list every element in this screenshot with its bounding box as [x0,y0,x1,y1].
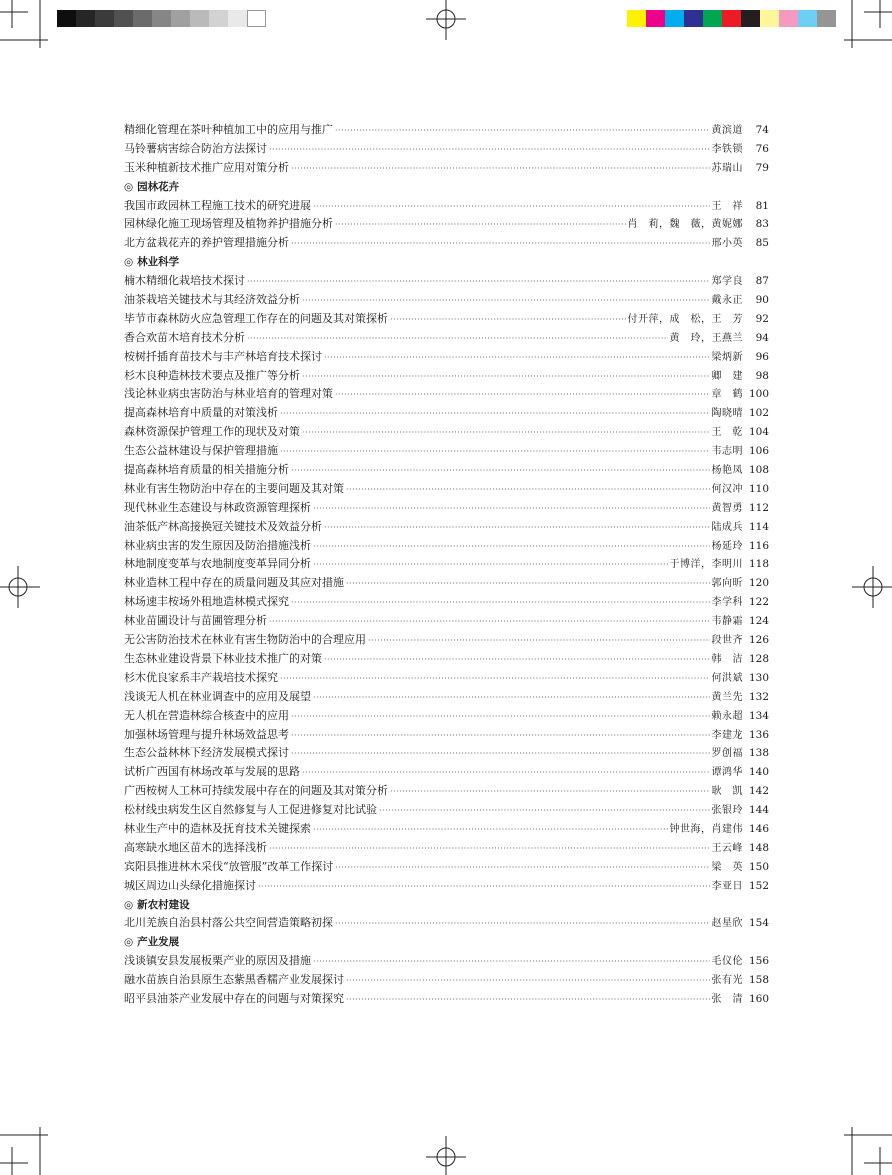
toc-entry [124,877,769,896]
entry-author: 付开萍，成 松，王 芳 [627,313,743,325]
toc-entry [124,707,769,726]
dot-leader [324,349,710,368]
toc-entry [124,385,769,404]
entry-page-number: 130 [748,671,769,684]
color-swatch [57,10,76,27]
dot-leader [390,783,710,802]
toc-entry [124,499,769,518]
color-swatch [684,10,703,27]
dot-leader [335,216,626,235]
entry-page-number: 83 [755,218,769,231]
dot-leader [335,122,710,141]
toc-entry [124,574,769,593]
dot-leader [379,802,710,821]
color-swatch [190,10,209,27]
entry-page-number: 150 [748,860,769,873]
toc-entry [124,310,769,329]
dot-leader [324,651,710,670]
toc-entry [124,669,769,688]
color-swatch [722,10,741,27]
dot-leader [313,689,710,708]
section-title: 园林花卉 [137,180,180,193]
dot-leader [313,953,710,972]
entry-author: 黄智勇 [711,502,743,514]
entry-title: 玉米种植新技术推广应用对策分析 [124,160,289,174]
dot-leader [280,670,710,689]
entry-author: 陶晓晴 [711,408,743,420]
entry-title: 我国市政园林工程施工技术的研究进展 [124,198,311,212]
entry-title: 香合欢苗木培育技术分析 [124,330,245,344]
color-swatch [209,10,228,27]
color-swatch [95,10,114,27]
toc-entry [124,423,769,442]
toc-entry [124,650,769,669]
toc-entry [124,442,769,461]
entry-author: 毛仪伦 [711,956,743,968]
entry-author: 黄兰先 [711,691,743,703]
entry-page-number: 92 [755,312,769,325]
entry-author: 王 乾 [711,427,743,439]
entry-page-number: 140 [748,766,769,779]
entry-page-number: 124 [748,615,769,628]
entry-page-number: 144 [748,804,769,817]
entry-page-number: 102 [748,407,769,420]
toc-entry [124,782,769,801]
entry-title: 无人机在营造林综合核查中的应用 [124,708,289,722]
entry-author: 肖 莉，魏 薇，黄妮娜 [627,219,743,231]
entry-title: 现代林业生态建设与林政资源管理探析 [124,500,311,514]
dot-leader [390,311,626,330]
dot-leader [269,141,710,160]
entry-title: 城区周边山头绿化措施探讨 [124,878,256,892]
dot-leader [269,840,710,859]
toc-entry [124,367,769,386]
entry-page-number: 98 [755,369,769,382]
entry-author: 章 鹤 [711,389,743,401]
entry-author: 罗创福 [711,748,743,760]
color-swatch [741,10,760,27]
entry-title: 林地制度变革与农地制度变革异同分析 [124,557,311,571]
entry-author: 何汉冲 [711,483,743,495]
color-swatch [627,10,646,27]
toc-entry [124,726,769,745]
entry-title: 桉树扦插育苗技术与丰产林培育技术探讨 [124,349,322,363]
entry-title: 试析广西国有林场改革与发展的思路 [124,765,300,779]
dot-leader [291,462,710,481]
toc-entry [124,234,769,253]
entry-author: 梁炳新 [711,351,743,363]
entry-author: 于博洋，李明川 [669,559,743,571]
dot-leader [313,500,710,519]
entry-page-number: 158 [748,974,769,987]
entry-page-number: 154 [748,917,769,930]
entry-author: 何洪斌 [711,672,743,684]
registration-mark-left [0,566,40,608]
entry-title: 林场速丰桉场外租地造林模式探究 [124,595,289,609]
registration-mark-bottom [426,1136,466,1175]
entry-page-number: 148 [748,841,769,854]
entry-page-number: 79 [755,161,769,174]
entry-page-number: 160 [748,992,769,1005]
dot-leader [346,991,710,1010]
entry-title: 广西桉树人工林可持续发展中存在的问题及其对策分析 [124,784,388,798]
entry-author: 谭鸿华 [711,767,743,779]
entry-page-number: 134 [748,709,769,722]
toc-entry [124,612,769,631]
entry-title: 精细化管理在茶叶种植加工中的应用与推广 [124,123,333,136]
entry-author: 黄滨道 [711,125,743,136]
toc-entry [124,272,769,291]
color-swatch [133,10,152,27]
dot-leader [291,745,710,764]
dot-leader [247,273,710,292]
entry-title: 林业生产中的造林及抚育技术关键探索 [124,821,311,835]
entry-author: 卿 建 [711,370,743,382]
toc-entry [124,291,769,310]
dot-leader [313,538,710,557]
toc-entry [124,404,769,423]
entry-author: 耿 凯 [711,786,743,798]
entry-author: 张银玲 [711,805,743,817]
color-swatch [817,10,836,27]
entry-page-number: 106 [748,445,769,458]
toc-entry [124,140,769,159]
toc-entry [124,593,769,612]
entry-author: 韦志明 [711,446,743,458]
entry-author: 邢小英 [711,238,743,250]
entry-author: 段世齐 [711,635,743,647]
toc-entry [124,348,769,367]
dot-leader [280,443,710,462]
color-swatch [703,10,722,27]
toc-entry [124,215,769,234]
entry-page-number: 87 [755,275,769,288]
entry-author: 戴永正 [711,295,743,307]
toc-entry [124,159,769,178]
entry-page-number: 146 [748,822,769,835]
dot-leader [247,330,668,349]
entry-title: 北川羌族自治县村落公共空间营造策略初探 [124,916,333,930]
entry-author: 李建龙 [711,729,743,741]
entry-title: 浅谈镇安县发展板栗产业的原因及措施 [124,954,311,968]
toc-entry [124,839,769,858]
dot-leader [291,160,710,179]
entry-page-number: 114 [748,520,769,533]
entry-page-number: 132 [748,690,769,703]
entry-page-number: 110 [748,482,769,495]
toc-entry [124,744,769,763]
section-heading [124,178,769,197]
color-swatch [247,10,266,27]
dot-leader [313,556,668,575]
entry-page-number: 74 [755,124,769,136]
color-swatch [646,10,665,27]
entry-title: 昭平县油茶产业发展中存在的问题与对策探究 [124,991,344,1005]
section-marker-icon: ◎ [124,256,134,269]
entry-author: 苏瑞山 [711,162,743,174]
color-swatch [228,10,247,27]
color-swatch [760,10,779,27]
entry-title: 林业造林工程中存在的质量问题及其应对措施 [124,576,344,590]
entry-title: 林业有害生物防治中存在的主要问题及其对策 [124,481,344,495]
dot-leader [302,292,710,311]
entry-author: 郭向昕 [711,578,743,590]
entry-page-number: 122 [748,596,769,609]
toc-entry [124,537,769,556]
process-color-bar [627,10,836,27]
dot-leader [346,575,710,594]
entry-author: 赖永超 [711,710,743,722]
entry-page-number: 94 [755,331,769,344]
toc-entry [124,971,769,990]
dot-leader [346,481,710,500]
entry-title: 融水苗族自治县原生态紫黑香糯产业发展探讨 [124,973,344,987]
entry-title: 毕节市森林防火应急管理工作存在的问题及其对策探析 [124,311,388,325]
entry-page-number: 128 [748,652,769,665]
entry-title: 林业病虫害的发生原因及防治措施浅析 [124,538,311,552]
dot-leader [313,198,710,217]
entry-title: 无公害防治技术在林业有害生物防治中的合理应用 [124,633,366,647]
entry-title: 森林资源保护管理工作的现状及对策 [124,425,300,439]
toc-entry [124,631,769,650]
section-marker-icon: ◎ [124,180,134,193]
toc-entry [124,480,769,499]
color-swatch [76,10,95,27]
dot-leader [368,632,710,651]
entry-title: 林业苗圃设计与苗圃管理分析 [124,614,267,628]
toc-entry [124,555,769,574]
dot-leader [335,915,710,934]
entry-title: 杉木良种造林技术要点及推广等分析 [124,368,300,382]
entry-title: 松材线虫病发生区自然修复与人工促进修复对比试验 [124,803,377,817]
entry-title: 提高森林培育中质量的对策浅析 [124,406,278,420]
entry-title: 宾阳县推进林木采伐“放管服”改革工作探讨 [124,859,334,873]
entry-title: 浅论林业病虫害防治与林业培育的管理对策 [124,387,333,401]
dot-leader [335,859,709,878]
dot-leader [280,405,710,424]
dot-leader [346,972,710,991]
entry-page-number: 152 [748,879,769,892]
dot-leader [302,764,710,783]
toc-entry [124,329,769,348]
entry-page-number: 108 [748,464,769,477]
entry-title: 北方盆栽花卉的养护管理措施分析 [124,236,289,250]
entry-author: 李亚日 [711,880,743,892]
toc-entry [124,801,769,820]
grayscale-color-bar [57,10,266,27]
registration-mark-top [426,0,466,40]
entry-page-number: 126 [748,634,769,647]
entry-page-number: 90 [755,294,769,307]
color-swatch [171,10,190,27]
color-swatch [152,10,171,27]
toc-entry [124,990,769,1009]
toc-entry [124,820,769,839]
dot-leader [324,519,710,538]
entry-author: 韩 洁 [711,653,743,665]
entry-page-number: 120 [748,577,769,590]
entry-author: 陆成兵 [711,521,743,533]
dot-leader [291,708,710,727]
toc-entry [124,518,769,537]
dot-leader [302,424,710,443]
color-swatch [798,10,817,27]
dot-leader [313,821,668,840]
entry-title: 杉木优良家系丰产栽培技术探究 [124,670,278,684]
entry-author: 王云峰 [711,842,743,854]
entry-page-number: 85 [755,237,769,250]
section-title: 产业发展 [137,936,180,949]
section-heading [124,253,769,272]
color-swatch [665,10,684,27]
entry-author: 黄 玲，王燕兰 [669,332,743,344]
entry-title: 生态公益林建设与保护管理措施 [124,444,278,458]
entry-page-number: 104 [748,426,769,439]
dot-leader [291,727,710,746]
entry-title: 加强林场管理与提升林场效益思考 [124,727,289,741]
section-title: 林业科学 [137,256,180,269]
dot-leader [291,594,710,613]
section-title: 新农村建设 [137,898,190,911]
entry-page-number: 138 [748,747,769,760]
toc-entry [124,121,769,140]
entry-title: 油茶低产林高接换冠关键技术及效益分析 [124,519,322,533]
entry-title: 浅谈无人机在林业调查中的应用及展望 [124,689,311,703]
entry-author: 杨艳凤 [711,465,743,477]
toc-entry [124,763,769,782]
entry-page-number: 81 [755,199,769,212]
color-swatch [779,10,798,27]
entry-author: 李铁锁 [711,143,743,155]
toc-entry [124,914,769,933]
dot-leader [291,235,710,254]
color-swatch [114,10,133,27]
entry-page-number: 96 [755,350,769,363]
entry-author: 梁 英 [711,861,743,873]
registration-mark-right [852,566,892,608]
table-of-contents [124,121,769,1009]
entry-page-number: 118 [748,558,769,571]
entry-title: 高寒缺水地区苗木的选择浅析 [124,840,267,854]
entry-author: 郑学良 [711,276,743,288]
entry-page-number: 76 [755,142,769,155]
entry-author: 张 清 [711,993,743,1005]
entry-page-number: 136 [748,728,769,741]
entry-page-number: 116 [748,539,769,552]
dot-leader [258,878,710,897]
toc-entry [124,952,769,971]
dot-leader [269,613,710,632]
entry-title: 油茶栽培关键技术与其经济效益分析 [124,293,300,307]
entry-page-number: 156 [748,955,769,968]
toc-entry [124,858,769,877]
dot-leader [335,386,710,405]
entry-page-number: 100 [748,388,769,401]
entry-author: 韦静霜 [711,616,743,628]
entry-author: 王 祥 [711,200,743,212]
toc-entry [124,688,769,707]
entry-title: 提高森林培育质量的相关措施分析 [124,463,289,477]
entry-author: 赵星欣 [711,918,743,930]
dot-leader [302,368,710,387]
entry-title: 园林绿化施工现场管理及植物养护措施分析 [124,217,333,231]
entry-title: 生态林业建设背景下林业技术推广的对策 [124,651,322,665]
entry-author: 钟世海，肖建伟 [669,823,743,835]
section-marker-icon: ◎ [124,936,134,949]
entry-title: 生态公益林林下经济发展模式探讨 [124,746,289,760]
entry-author: 张有光 [711,975,743,987]
entry-page-number: 142 [748,785,769,798]
entry-title: 楠木精细化栽培技术探讨 [124,274,245,288]
toc-entry [124,197,769,216]
entry-page-number: 112 [748,501,769,514]
toc-entry [124,461,769,480]
entry-author: 李学科 [711,597,743,609]
section-heading [124,933,769,952]
section-heading [124,896,769,915]
section-marker-icon: ◎ [124,898,134,911]
entry-author: 杨延玲 [711,540,743,552]
entry-title: 马铃薯病害综合防治方法探讨 [124,141,267,155]
